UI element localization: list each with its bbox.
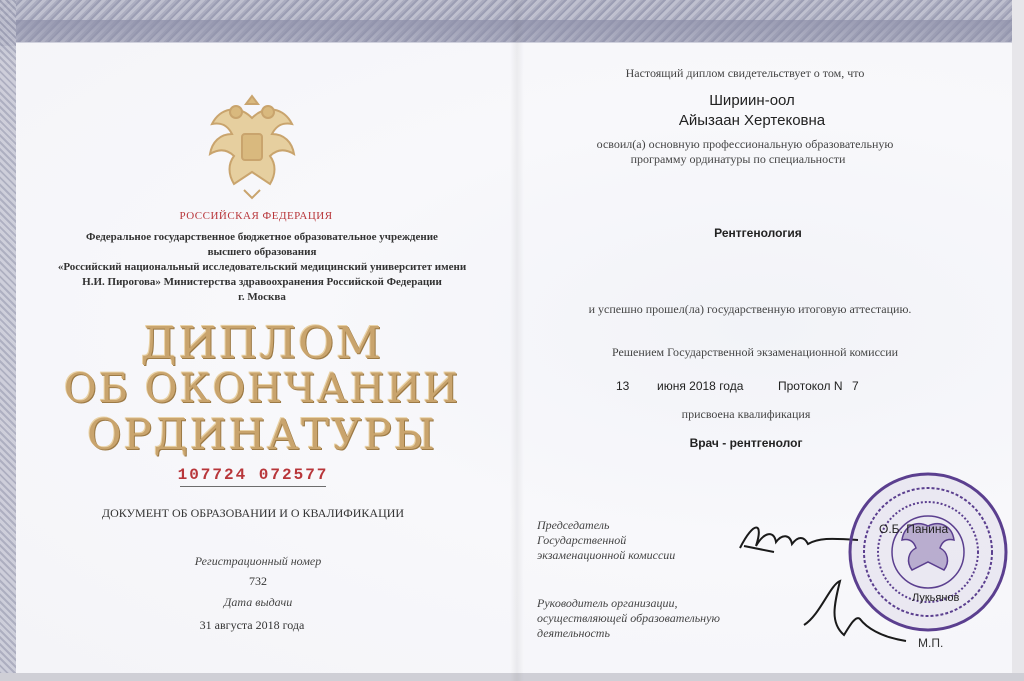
issue-date: 31 августа 2018 года — [199, 618, 305, 632]
diploma-title-line-1: ДИПЛОМ — [140, 318, 384, 369]
chair-signature — [734, 512, 864, 562]
graduate-surname: Шириин-оол — [709, 92, 795, 109]
chair-label-line-2: Государственной — [537, 533, 627, 547]
specialty: Рентгенология — [714, 226, 802, 240]
chair-name: О.Б. Панина — [879, 522, 949, 536]
head-label-line-3: деятельность — [537, 626, 610, 640]
protocol-number: 7 — [852, 379, 859, 393]
serial-number: 107724 072577 — [177, 466, 329, 484]
institution-line-5: г. Москва — [238, 291, 286, 303]
institution-line-4: Н.И. Пирогова» Министерства здравоохранения Российской Федерации — [82, 276, 442, 288]
coat-of-arms-icon — [198, 94, 306, 202]
chair-label-line-1: Председатель — [537, 518, 610, 532]
page-edge-right — [1012, 0, 1024, 681]
chair-label-line-3: экзаменационной комиссии — [537, 548, 676, 562]
diploma-title-line-2: ОБ ОКОНЧАНИИ — [63, 366, 461, 412]
seal-place-mark: М.П. — [918, 636, 944, 650]
registration-label: Регистрационный номер — [194, 554, 322, 568]
qualification-label: присвоена квалификация — [681, 407, 811, 421]
graduate-name: Айызаан Хертековна — [678, 112, 826, 129]
document-type: ДОКУМЕНТ ОБ ОБРАЗОВАНИИ И О КВАЛИФИКАЦИИ — [101, 506, 405, 520]
country-name: РОССИЙСКАЯ ФЕДЕРАЦИЯ — [179, 210, 333, 222]
program-line-1: освоил(а) основную профессиональную образовательную — [596, 137, 894, 151]
institution-line-2: высшего образования — [207, 246, 317, 258]
commission-decision: Решением Государственной экзаменационной комиссии — [611, 345, 899, 359]
head-label-line-1: Руководитель организации, — [537, 596, 678, 610]
decorative-border-left — [0, 0, 16, 681]
program-line-2: программу ординатуры по специальности — [630, 152, 846, 166]
institution-line-3: «Российский национальный исследовательский медицинский университет имени — [57, 261, 467, 273]
institution-line-1: Федеральное государственное бюджетное образовательное учреждение — [86, 231, 438, 243]
head-label-line-2: осуществляющей образовательную — [537, 611, 720, 625]
registration-number: 732 — [249, 574, 267, 588]
decision-month-year: июня 2018 года — [657, 379, 744, 393]
protocol-label: Протокол N — [778, 379, 843, 393]
qualification: Врач - рентгенолог — [689, 436, 803, 450]
official-seal-stamp — [846, 470, 1010, 634]
page-fold — [510, 0, 524, 681]
diploma-title-line-3: ОРДИНАТУРЫ — [87, 410, 437, 459]
certification-intro: Настоящий диплом свидетельствует о том, что — [625, 66, 865, 80]
attestation-text: и успешно прошел(ла) государственную итоговую аттестацию. — [588, 302, 912, 316]
head-name: Лукьянов — [912, 592, 960, 604]
serial-underline — [180, 486, 326, 487]
decision-day: 13 — [616, 379, 630, 393]
issue-date-label: Дата выдачи — [223, 595, 293, 609]
